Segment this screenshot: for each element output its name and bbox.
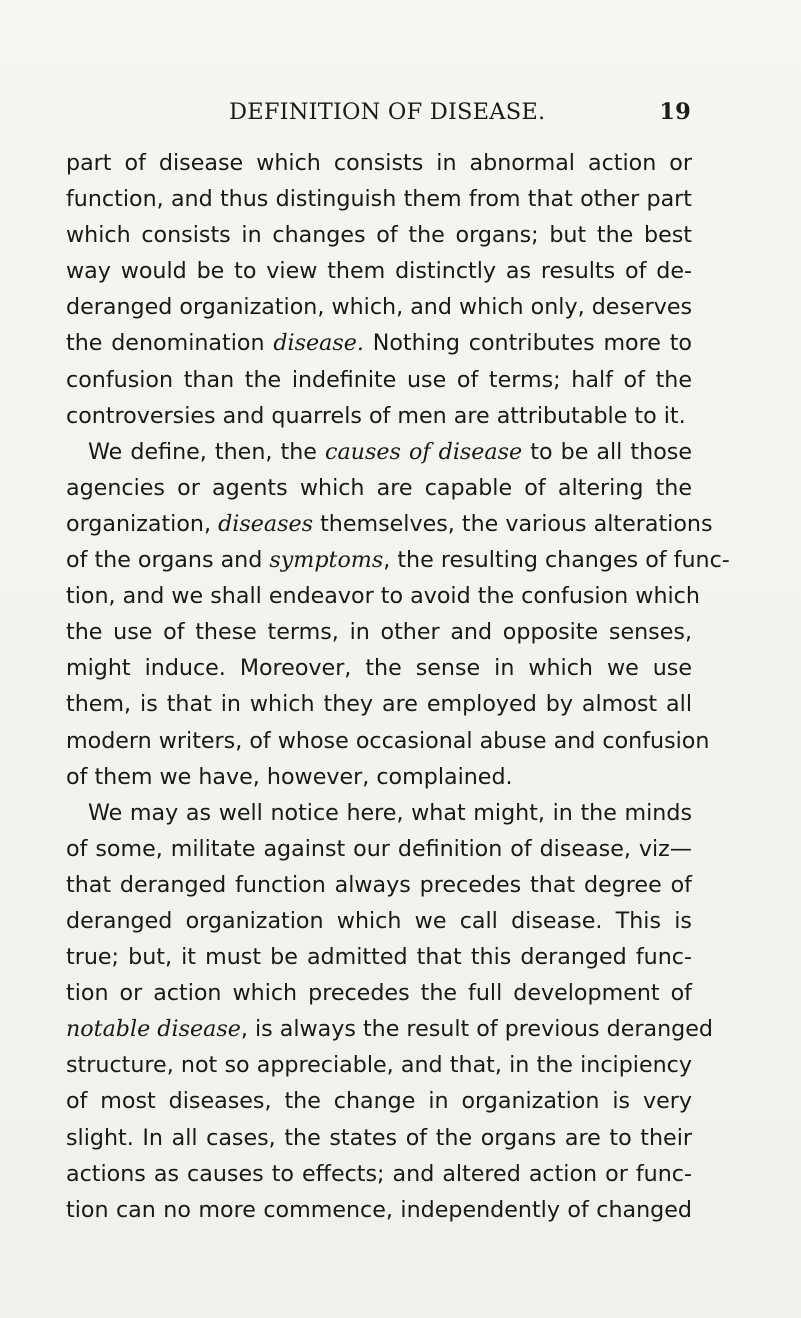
text-segment: them, is that in which they are employed by almost all [66,691,692,718]
text-segment: confusion than the indefinite use of terms; half of the [66,366,692,393]
text-line [66,253,692,289]
italic-term: symptoms [269,547,384,574]
text-line [66,650,692,686]
text-segment: tion, and we shall endeavor to avoid the confusion which [66,583,700,610]
text-segment: part of disease which consists in abnormal action or [66,150,692,176]
text-segment: the use of these terms, in other and opposite senses, [66,619,692,646]
text-segment: We define, then, the [88,438,326,465]
text-line [66,181,692,217]
italic-term: causes of disease [325,438,523,465]
text-segment: tion or action which precedes the full development of [66,980,692,1007]
text-line [66,217,692,253]
text-segment: of most diseases, the change in organization is very [66,1088,692,1115]
text-line [66,975,692,1011]
body-text [66,145,730,1228]
text-line [66,578,700,614]
text-segment: true; but, it must be admitted that this deranged func- [66,944,692,971]
text-segment: modern writers, of whose occasional abuse and confusion [66,727,710,754]
text-line [66,542,730,578]
text-segment: We may as well notice here, what might, in the minds [88,799,692,826]
text-line [66,795,692,831]
text-segment: structure, not so appreciable, and that, in the incipiency [66,1052,692,1079]
text-segment: to be all those [522,438,692,465]
text-segment: agencies or agents which are capable of altering the [66,474,692,501]
text-segment: actions as causes to effects; and altered action or func- [66,1160,692,1187]
text-segment: of the organs and [66,547,270,574]
text-line [66,867,692,903]
text-segment: slight. In all cases, the states of the organs are to their [66,1124,692,1151]
text-segment: way would be to view them distinctly as results of de- [66,258,692,285]
text-line [66,434,692,470]
text-line [66,723,710,759]
italic-term: notable disease [66,1016,241,1043]
text-line [66,831,692,867]
text-segment: which consists in changes of the organs; but the best [66,222,692,249]
text-segment: , is always the result of previous deranged [240,1016,713,1043]
text-line [66,1192,692,1228]
text-line [66,1011,713,1047]
text-segment: controversies and quarrels of men are attributable to it. [66,402,686,429]
italic-term: diseases [218,510,314,537]
text-line [66,1156,692,1192]
running-head [229,92,691,132]
text-segment: themselves, the various alterations [313,510,713,537]
text-segment: that deranged function always precedes that degree of [66,871,692,898]
text-line [66,759,692,795]
text-line [66,289,692,325]
text-line [66,325,692,361]
text-line [66,145,692,181]
text-segment: might induce. Moreover, the sense in which we use [66,655,692,682]
text-segment: deranged organization, which, and which only, deserves [66,294,693,321]
text-segment: Nothing contributes more to [363,330,692,357]
text-line [66,398,692,434]
text-segment: deranged organization which we call disease. This is [66,907,692,934]
italic-term: disease. [273,330,364,357]
text-line [66,686,692,722]
running-title: DEFINITION OF DISEASE. [229,99,546,125]
text-segment: of them we have, however, complained. [66,763,513,790]
text-line [66,1083,692,1119]
text-segment: tion can no more commence, independently of changed [66,1196,692,1223]
text-segment: , the resulting changes of func- [383,547,730,574]
text-segment: organization, [66,510,219,537]
text-segment: of some, militate against our definition of disease, viz— [66,835,692,862]
text-line [66,1047,692,1083]
text-line [66,470,692,506]
text-segment: function, and thus distinguish them from that other part [66,186,692,213]
text-line [66,614,692,650]
text-line [66,506,713,542]
text-line [66,1120,692,1156]
text-line [66,362,692,398]
text-segment: the denomination [66,330,274,357]
text-line [66,939,692,975]
text-line [66,903,692,939]
page-number: 19 [659,99,691,125]
